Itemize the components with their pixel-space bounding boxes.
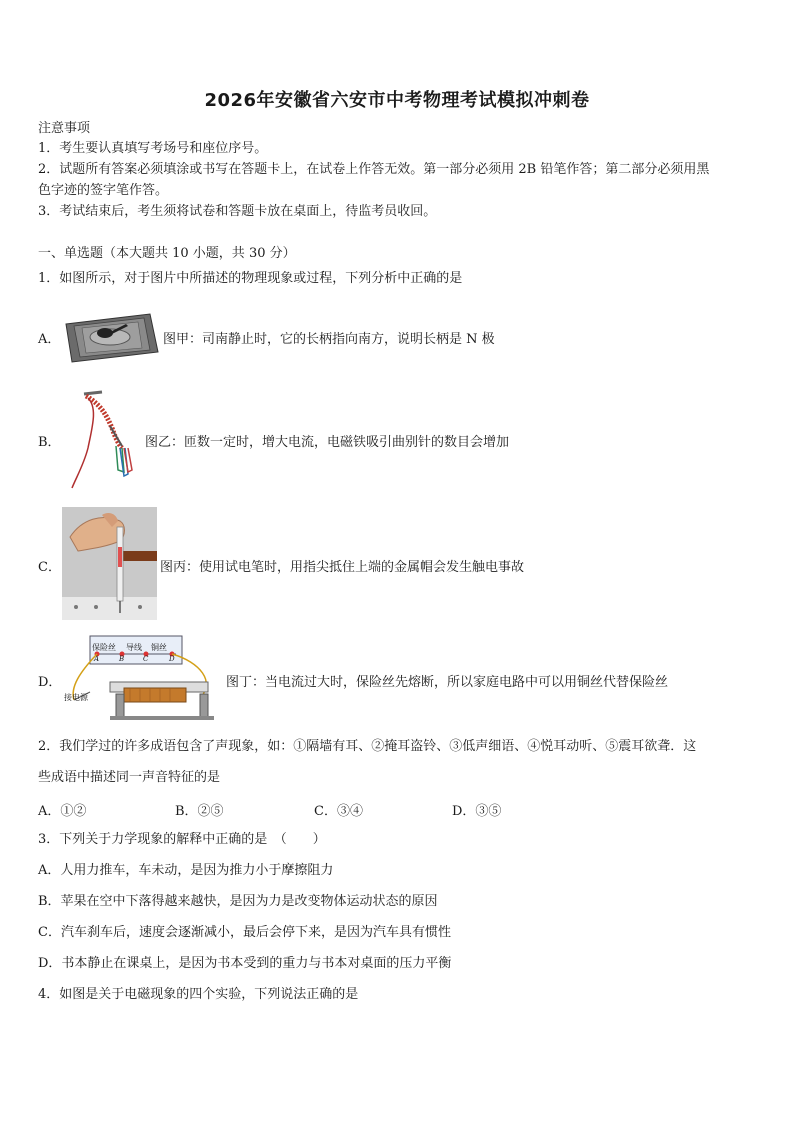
notice-item: 3．考试结束后，考生须将试卷和答题卡放在桌面上，待监考员收回。: [38, 204, 437, 219]
fuse-circuit-figure: [60, 632, 222, 724]
q2-choice-c: C．③④: [314, 804, 363, 819]
point-d-label: D: [169, 655, 175, 663]
electromagnet-image: [62, 388, 140, 492]
q2-choice-b: B．②⑤: [175, 804, 224, 819]
question-2-stem-cont: 些成语中描述同一声音特征的是: [38, 770, 221, 785]
question-4-stem: 4．如图是关于电磁现象的四个实验，下列说法正确的是: [38, 987, 359, 1002]
page-title: 2026年安徽省六安市中考物理考试模拟冲刺卷: [204, 90, 590, 111]
point-b-label: B: [119, 655, 125, 663]
q3-option-b: B．苹果在空中下落得越来越快，是因为力是改变物体运动状态的原因: [38, 894, 438, 909]
fuse-label: 保险丝: [92, 643, 116, 652]
q3-option-c: C．汽车刹车后，速度会逐渐减小，最后会停下来，是因为汽车具有惯性: [38, 925, 451, 940]
notice-item: 色字迹的签字笔作答。: [38, 183, 169, 198]
q1-option-b-letter: B．: [38, 435, 61, 450]
section-heading: 一、单选题（本大题共 10 小题，共 30 分）: [38, 246, 296, 261]
q1-option-c-letter: C．: [38, 560, 61, 575]
power-supply-label: 接电源: [64, 693, 88, 702]
q1-option-a-letter: A．: [38, 332, 61, 347]
q1-option-b-text: 图乙：匝数一定时，增大电流，电磁铁吸引曲别针的数目会增加: [145, 435, 510, 450]
q1-option-c-text: 图丙：使用试电笔时，用指尖抵住上端的金属帽会发生触电事故: [160, 560, 525, 575]
q2-choice-d: D．③⑤: [452, 804, 502, 819]
wire-label: 导线: [126, 643, 142, 652]
point-a-label: A: [94, 655, 100, 663]
sinan-compass-image: [60, 306, 160, 368]
question-3-stem: 3．下列关于力学现象的解释中正确的是 （ ）: [38, 832, 326, 847]
notice-heading: 注意事项: [38, 121, 91, 136]
q1-option-d-letter: D．: [38, 675, 62, 690]
question-2-stem: 2．我们学过的许多成语包含了声现象，如：①隔墙有耳、②掩耳盗铃、③低声细语、④悦耳动听、⑤震耳欲聋．这: [38, 739, 697, 754]
q1-option-d-text: 图丁：当电流过大时，保险丝先熔断，所以家庭电路中可以用铜丝代替保险丝: [226, 675, 669, 690]
q2-choice-a: A．①②: [38, 804, 87, 819]
question-1-stem: 1．如图所示，对于图片中所描述的物理现象或过程，下列分析中正确的是: [38, 271, 463, 286]
notice-item: 2．试题所有答案必须填涂或书写在答题卡上，在试卷上作答无效。第一部分必须用 2B 铅笔作答；第二部分必须用黑: [38, 162, 710, 177]
q3-option-d: D．书本静止在课桌上，是因为书本受到的重力与书本对桌面的压力平衡: [38, 956, 452, 971]
copper-wire-label: 铜丝: [151, 643, 167, 652]
q1-option-a-text: 图甲：司南静止时，它的长柄指向南方，说明长柄是 N 极: [163, 332, 495, 347]
notice-item: 1．考生要认真填写考场号和座位序号。: [38, 141, 268, 156]
point-c-label: C: [143, 655, 149, 663]
test-pencil-image: [62, 507, 157, 620]
q3-option-a: A．人用力推车，车未动，是因为推力小于摩擦阻力: [38, 863, 334, 878]
